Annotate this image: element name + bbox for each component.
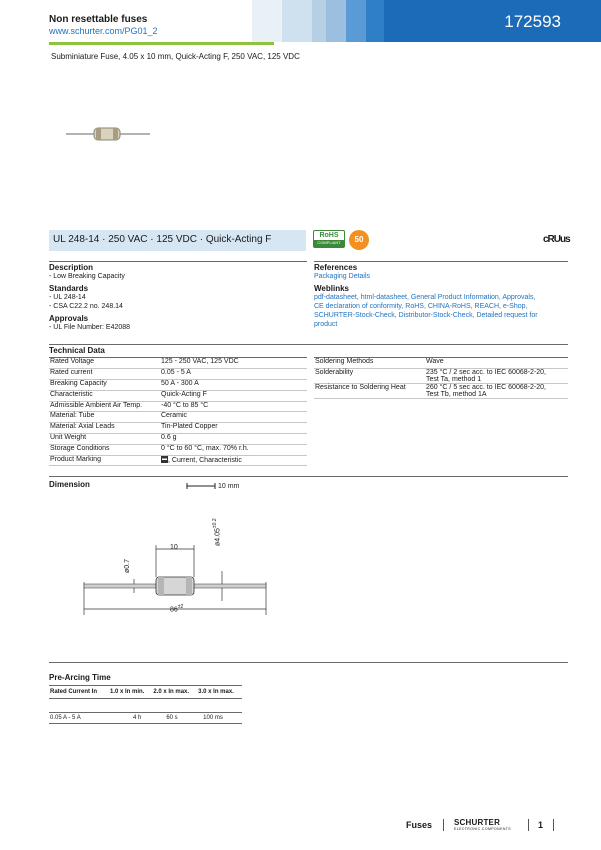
td-value: 0.05 - 5 A: [160, 369, 307, 380]
footer-section-label: Fuses: [406, 820, 433, 830]
td-value: Ceramic: [160, 412, 307, 423]
packaging-details-link[interactable]: Packaging Details: [314, 273, 371, 280]
table-header-row: [49, 686, 242, 699]
column-header: 2.0 x In max.: [153, 689, 190, 695]
description-item: - Low Breaking Capacity: [49, 273, 125, 280]
header-link[interactable]: www.schurter.com/PG01_2: [49, 26, 158, 36]
td-label: Rated current: [49, 369, 160, 380]
total-length-tolerance: ±2: [177, 604, 184, 610]
marking-text: , Current, Characteristic: [168, 456, 242, 464]
description-heading: Description: [49, 263, 94, 272]
table-cell: 4 h: [133, 715, 142, 721]
table-row: [49, 434, 307, 445]
table-cell: 100 ms: [203, 715, 223, 721]
table-row: [49, 412, 307, 423]
table-row: [49, 423, 307, 434]
rating-banner: UL 248-14 · 250 VAC · 125 VDC · Quick-Acting F: [49, 230, 306, 251]
approvals-item: - UL File Number: E42088: [49, 324, 131, 331]
td-value: Wave: [425, 358, 568, 369]
fifty-year-icon: 50: [349, 230, 369, 250]
table-row: [49, 390, 307, 401]
td-label: Characteristic: [49, 390, 160, 401]
total-length-value: 86: [170, 606, 178, 614]
table-row: [314, 369, 568, 384]
standards-item: - CSA C22.2 no. 248.14: [49, 303, 123, 310]
footer-divider: [553, 819, 554, 831]
table-row: [49, 380, 307, 391]
divider: [314, 261, 568, 262]
divider: [49, 662, 568, 663]
left-column: [49, 261, 307, 332]
header-underline: [49, 42, 274, 45]
weblinks-line[interactable]: pdf-datasheet, html-datasheet, General Product Information, Approvals,: [314, 294, 536, 301]
right-column: [314, 261, 568, 329]
column-header: 1.0 x In min.: [110, 689, 145, 695]
td-value: 260 °C / 5 sec acc. to IEC 60068-2-20, Test Tb, method 1A: [425, 384, 568, 399]
standards-heading: Standards: [49, 284, 89, 293]
pre-arcing-table: [49, 685, 242, 724]
td-label: Admissible Ambient Air Temp.: [49, 401, 160, 412]
td-value: 235 °C / 2 sec acc. to IEC 60068-2-20, Test Ta, method 1: [425, 369, 568, 384]
td-label: Storage Conditions: [49, 444, 160, 455]
body-length-label: 10: [170, 544, 178, 551]
technical-data-left: [49, 357, 307, 466]
approvals-heading: Approvals: [49, 314, 89, 323]
column-header: 3.0 x In max.: [198, 689, 234, 695]
technical-data-section: [49, 344, 568, 357]
pre-arcing-heading: Pre-Arcing Time: [49, 673, 111, 682]
product-subtitle: Subminiature Fuse, 4.05 x 10 mm, Quick-Acting F, 250 VAC, 125 VDC: [51, 52, 300, 61]
td-value: [160, 455, 307, 466]
soldering-table: [314, 358, 568, 399]
weblinks-line[interactable]: product: [314, 321, 338, 328]
technical-data-right: [314, 357, 568, 399]
td-label: Solderability: [314, 369, 425, 384]
total-length-label: [170, 603, 183, 614]
diameter-tolerance: ±0.2: [212, 518, 218, 529]
weblinks-heading: Weblinks: [314, 284, 349, 293]
scale-label: 10 mm: [218, 483, 240, 490]
dimension-heading: Dimension: [49, 480, 90, 489]
td-value: 0 °C to 60 °C, max. 70% r.h.: [160, 444, 307, 455]
table-row: [49, 455, 307, 466]
lead-diameter-label: ø0.7: [124, 558, 131, 573]
ul-certification-icon: cRUus: [543, 234, 570, 245]
td-label: Unit Weight: [49, 434, 160, 445]
fuse-product-image: [66, 124, 150, 144]
table-cell: 0.05 A - 5 A: [50, 715, 81, 721]
table-cell: 60 s: [166, 715, 178, 721]
standards-item: - UL 248-14: [49, 294, 86, 301]
td-label: Soldering Methods: [314, 358, 425, 369]
table-row: [49, 369, 307, 380]
table-row: [49, 401, 307, 412]
table-row: [314, 384, 568, 399]
pre-arcing-section: [49, 662, 568, 682]
footer-divider: [443, 819, 444, 831]
table-row: [49, 358, 307, 369]
column-header: Rated Current In: [50, 689, 98, 695]
page-number: 1: [538, 820, 544, 830]
td-label: Breaking Capacity: [49, 380, 160, 391]
td-label: Resistance to Soldering Heat: [314, 384, 425, 399]
td-value: Quick-Acting F: [160, 390, 307, 401]
brand-name: SCHURTER: [454, 818, 501, 827]
td-value: 50 A - 300 A: [160, 380, 307, 391]
td-value: Tin-Plated Copper: [160, 423, 307, 434]
td-value: -40 °C to 85 °C: [160, 401, 307, 412]
table-row: [49, 713, 242, 724]
footer-divider: [528, 819, 529, 831]
diameter-label: [211, 518, 222, 546]
td-label: Material: Tube: [49, 412, 160, 423]
rohs-logo: [313, 230, 345, 248]
weblinks-line[interactable]: SCHURTER-Stock-Check, Distributor-Stock-Check, Detailed request for: [314, 312, 538, 319]
header-title: Non resettable fuses: [49, 14, 148, 25]
rohs-label: RoHS: [319, 232, 339, 239]
table-row: [49, 444, 307, 455]
divider: [49, 344, 568, 345]
td-label: Material: Axial Leads: [49, 423, 160, 434]
td-value: 0.6 g: [160, 434, 307, 445]
divider: [49, 261, 307, 262]
rohs-compliant-label: COMPLIANT: [314, 240, 344, 247]
part-number: 172593: [504, 12, 561, 31]
dimension-section: [49, 476, 568, 489]
references-heading: References: [314, 263, 358, 272]
brand-tagline: ELECTRONIC COMPONENTS: [454, 827, 512, 831]
marking-icon: [161, 456, 168, 463]
technical-data-heading: Technical Data: [49, 346, 105, 355]
table-row: [314, 358, 568, 369]
weblinks-line[interactable]: CE declaration of conformity, RoHS, CHINA-RoHS, REACH, e-Shop,: [314, 303, 528, 310]
schurter-logo: [454, 818, 511, 831]
td-label: Rated Voltage: [49, 358, 160, 369]
diameter-value: ø4.05: [214, 528, 222, 546]
td-value: 125 - 250 VAC, 125 VDC: [160, 358, 307, 369]
divider: [49, 476, 568, 477]
technical-data-table: [49, 358, 307, 466]
td-label: Product Marking: [49, 455, 160, 466]
